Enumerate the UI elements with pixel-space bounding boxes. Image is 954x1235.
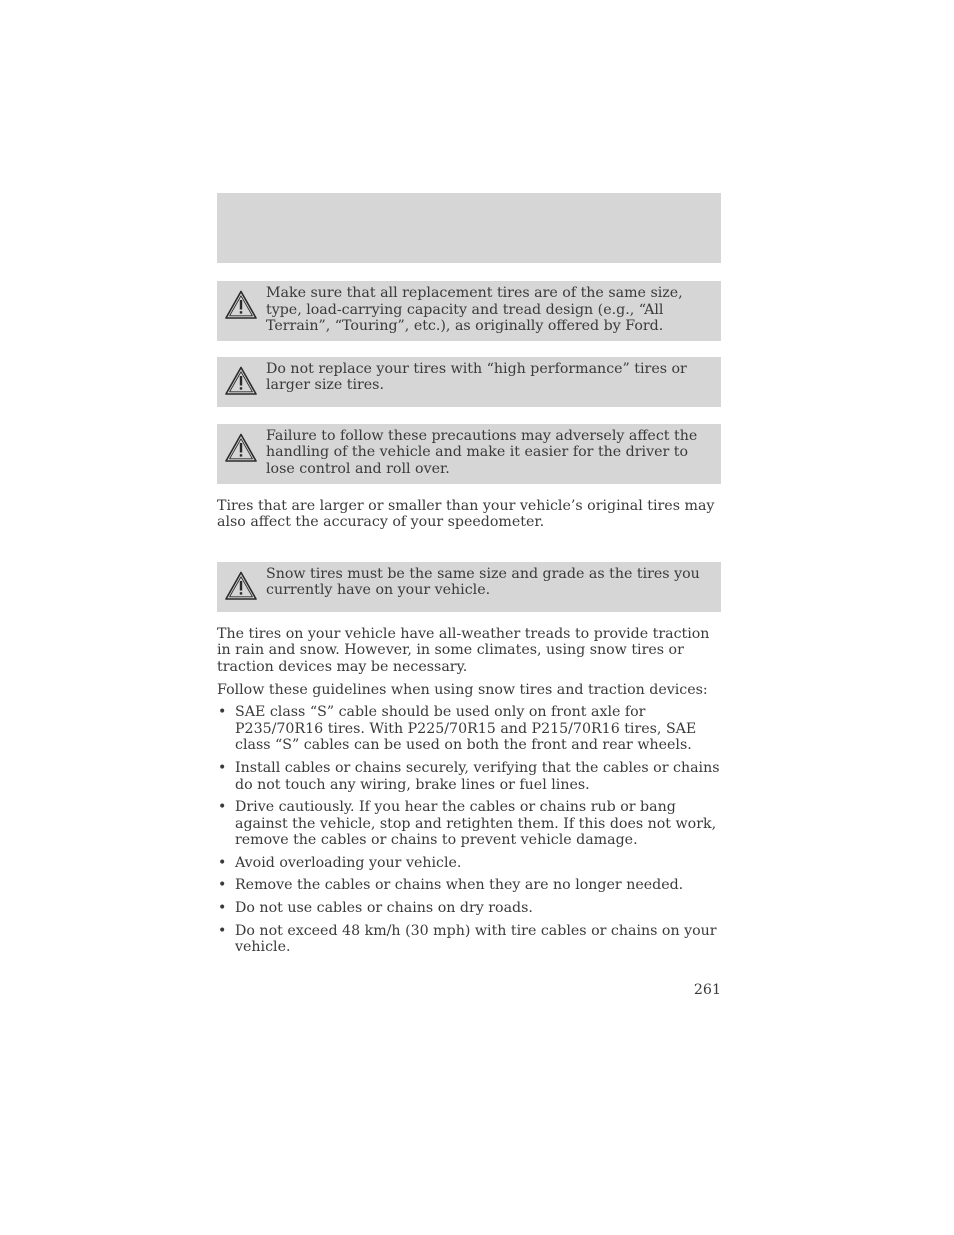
speedometer-note: Tires that are larger or smaller than your vehicle’s original tires may also affect the accuracy of your speedometer. [217, 497, 715, 531]
warning-text: Snow tires must be the same size and grade as the tires you currently have on your vehicle. [266, 565, 700, 599]
list-item [217, 799, 721, 849]
warning-box-high-performance [217, 357, 721, 407]
list-item [217, 900, 721, 917]
list-item-text: Drive cautiously. If you hear the cables or chains rub or bang against the vehicle, stop and retighten them. If this does not work, remove the cables or chains to prevent vehicle damage. [235, 799, 717, 849]
warning-box-rollover [217, 424, 721, 484]
warning-triangle-icon [224, 289, 258, 321]
snow-intro-paragraph: The tires on your vehicle have all-weather treads to provide traction in rain and snow. However, in some climates, using snow tires or traction devices may be necessary. [217, 625, 710, 675]
list-item-text: Do not exceed 48 km/h (30 mph) with tire cables or chains on your vehicle. [235, 922, 717, 956]
bullet-symbol: • [218, 854, 227, 871]
list-item-text: Avoid overloading your vehicle. [235, 854, 462, 871]
list-item [217, 923, 721, 956]
bullet-symbol: • [218, 922, 227, 939]
warning-text: Make sure that all replacement tires are of the same size, type, load-carrying capacity and tread design (e.g., “All Terrain”, “Touring”, etc.), as originally offered by Ford. [266, 285, 683, 335]
list-item [217, 855, 721, 872]
list-item-text: Remove the cables or chains when they are no longer needed. [235, 877, 684, 894]
guidelines-intro: Follow these guidelines when using snow tires and traction devices: [217, 681, 708, 698]
list-item-text: SAE class “S” cable should be used only on front axle for P235/70R16 tires. With P225/70R15 and P215/70R16 tires, SAE class “S” cables can be used on both the front and rear wheels. [235, 704, 697, 754]
list-item [217, 760, 721, 793]
bullet-symbol: • [218, 759, 227, 776]
warning-text: Failure to follow these precautions may adversely affect the handling of the vehicle and make it easier for the driver to lose control and roll over. [266, 427, 698, 477]
list-item-text: Install cables or chains securely, verifying that the cables or chains do not touch any wiring, brake lines or fuel lines. [235, 759, 720, 793]
page-number: 261 [693, 982, 721, 998]
warning-triangle-icon [224, 365, 258, 397]
warning-box-snow-tires [217, 562, 721, 612]
warning-box-same-size [217, 281, 721, 341]
list-item-text: Do not use cables or chains on dry roads. [235, 900, 533, 917]
warning-text: Do not replace your tires with “high performance” tires or larger size tires. [266, 360, 687, 394]
warning-triangle-icon [224, 570, 258, 602]
bullet-symbol: • [218, 799, 227, 816]
bullet-symbol: • [218, 704, 227, 721]
list-item [217, 877, 721, 894]
bullet-symbol: • [218, 877, 227, 894]
list-item [217, 704, 721, 754]
bullet-symbol: • [218, 900, 227, 917]
guidelines-list [217, 704, 721, 956]
section-header-band [217, 193, 721, 263]
page-content [217, 193, 721, 956]
warning-triangle-icon [224, 432, 258, 464]
